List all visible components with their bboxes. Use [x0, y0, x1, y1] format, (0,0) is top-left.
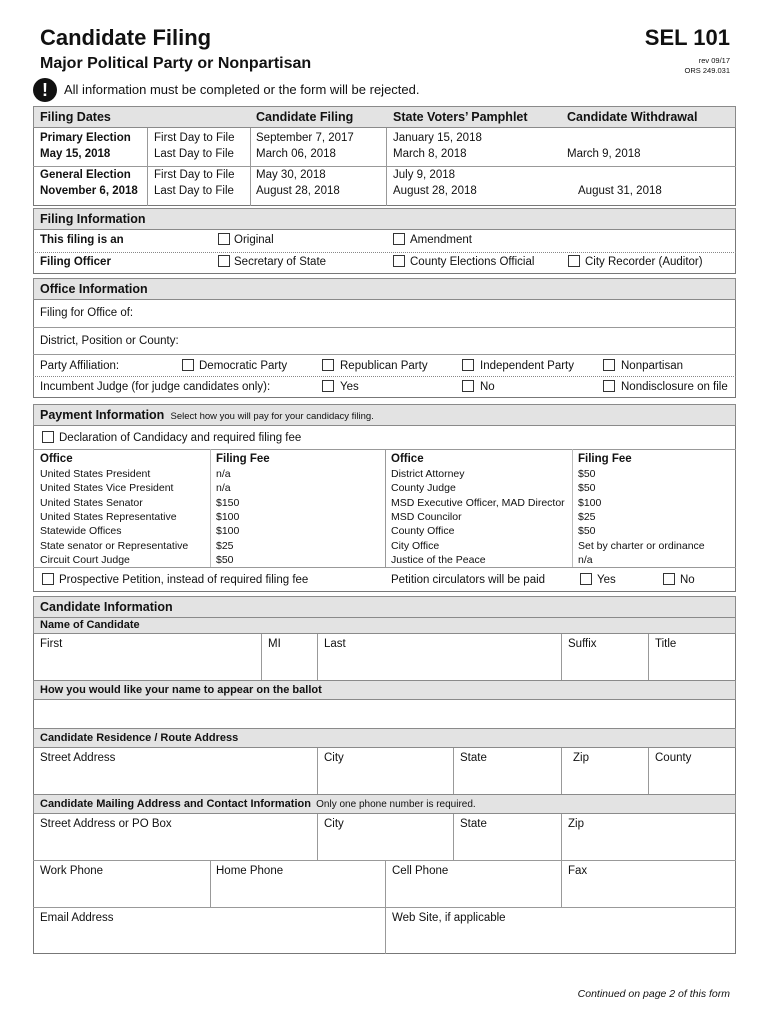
form-title: Candidate Filing [40, 25, 212, 50]
fee-amount: $100 [216, 525, 240, 538]
fee-amount: n/a [578, 553, 593, 566]
circulators-no-checkbox[interactable] [663, 573, 675, 585]
declaration-label: Declaration of Candidacy and required filing fee [59, 432, 302, 444]
republican-label: Republican Party [340, 360, 428, 372]
original-label: Original [234, 234, 274, 246]
cell-phone-input[interactable] [387, 879, 557, 905]
last-name-input[interactable] [320, 652, 558, 678]
circulators-no-label: No [680, 574, 695, 586]
nonpartisan-label: Nonpartisan [621, 360, 684, 372]
primary-election-date: May 15, 2018 [40, 148, 111, 160]
fee-office: MSD Councilor [391, 510, 462, 523]
voters-pamphlet-header: State Voters’ Pamphlet [393, 110, 528, 124]
name-header: Name of Candidate [40, 619, 140, 631]
fee-office: County Office [391, 525, 455, 538]
last-day-label: Last Day to File [154, 148, 234, 160]
mailing-state-label: State [460, 818, 487, 830]
amendment-checkbox[interactable] [393, 233, 405, 245]
primary-cand-last: March 06, 2018 [256, 148, 336, 160]
left-fee-col: Filing Fee [216, 453, 270, 465]
prospective-petition-label: Prospective Petition, instead of required filing fee [59, 574, 309, 586]
nondisclosure-checkbox[interactable] [603, 380, 615, 392]
fee-office: United States Representative [40, 510, 177, 523]
general-withdrawal: August 31, 2018 [578, 185, 662, 197]
declaration-checkbox[interactable] [42, 431, 54, 443]
residence-zip-label: Zip [573, 752, 589, 764]
fee-amount: $50 [578, 468, 596, 480]
website-input[interactable] [387, 926, 732, 952]
work-phone-label: Work Phone [40, 865, 104, 877]
withdrawal-header: Candidate Withdrawal [567, 110, 698, 124]
fee-office: Justice of the Peace [391, 553, 486, 566]
payment-header-line [40, 408, 374, 422]
ballot-header: How you would like your name to appear on the ballot [40, 684, 322, 696]
filing-officer-label: Filing Officer [40, 256, 111, 268]
mailing-header-line [40, 798, 476, 810]
fee-office: District Attorney [391, 468, 465, 480]
email-label: Email Address [40, 912, 114, 924]
county-official-label: County Elections Official [410, 256, 535, 268]
filing-info-header: Filing Information [40, 212, 146, 226]
nondisclosure-label: Nondisclosure on file [621, 381, 728, 393]
form-id: SEL 101 [644, 25, 730, 50]
last-name-label: Last [324, 638, 346, 650]
primary-withdrawal: March 9, 2018 [567, 148, 641, 160]
revision: rev 09/17 [698, 56, 730, 65]
fee-amount: $50 [578, 525, 596, 538]
independent-label: Independent Party [480, 360, 574, 372]
mailing-city-input[interactable] [320, 832, 450, 858]
independent-checkbox[interactable] [462, 359, 474, 371]
primary-vp-last: March 8, 2018 [393, 148, 467, 160]
secretary-label: Secretary of State [234, 256, 327, 268]
nonpartisan-checkbox[interactable] [603, 359, 615, 371]
residence-street-input[interactable] [36, 766, 314, 792]
fee-amount: Set by charter or ordinance [578, 539, 705, 552]
mailing-header: Candidate Mailing Address and Contact Information [40, 798, 311, 810]
middle-initial-input[interactable] [263, 652, 313, 678]
ballot-name-input[interactable] [36, 702, 732, 726]
fax-input[interactable] [563, 879, 733, 905]
fax-label: Fax [568, 865, 588, 877]
county-official-checkbox[interactable] [393, 255, 405, 267]
incumbent-no-checkbox[interactable] [462, 380, 474, 392]
mailing-city-label: City [324, 818, 344, 830]
middle-initial-label: MI [268, 638, 281, 650]
candidate-filing-header: Candidate Filing [256, 110, 354, 124]
fee-office: United States Senator [40, 496, 143, 509]
warning-text: All information must be completed or the form will be rejected. [64, 82, 420, 97]
cell-phone-label: Cell Phone [392, 865, 449, 877]
this-filing-label: This filing is an [40, 234, 124, 246]
residence-header: Candidate Residence / Route Address [40, 732, 239, 744]
work-phone-input[interactable] [36, 879, 206, 905]
residence-street-label: Street Address [40, 752, 116, 764]
district-input[interactable] [185, 330, 730, 352]
payment-note: Select how you will pay for your candidacy filing. [170, 411, 374, 422]
residence-city-input[interactable] [320, 766, 450, 792]
mailing-zip-label: Zip [568, 818, 584, 830]
mailing-street-label: Street Address or PO Box [40, 818, 172, 830]
residence-state-label: State [460, 752, 487, 764]
fee-amount: $100 [578, 496, 602, 509]
title-label: Title [655, 638, 677, 650]
mailing-zip-input[interactable] [563, 832, 733, 858]
mailing-note: Only one phone number is required. [316, 799, 476, 810]
general-cand-last: August 28, 2018 [256, 185, 340, 197]
email-input[interactable] [36, 926, 381, 952]
general-election-label: General Election [40, 169, 131, 181]
incumbent-yes-checkbox[interactable] [322, 380, 334, 392]
first-name-input[interactable] [36, 652, 256, 678]
fee-amount: n/a [216, 468, 231, 480]
payment-header: Payment Information [40, 408, 165, 422]
fee-office: United States Vice President [40, 482, 174, 495]
primary-vp-first: January 15, 2018 [393, 132, 482, 144]
fee-office: City Office [391, 539, 440, 552]
city-recorder-checkbox[interactable] [568, 255, 580, 267]
circulators-label: Petition circulators will be paid [391, 574, 546, 586]
continued-note: Continued on page 2 of this form [577, 988, 730, 1000]
fee-office: State senator or Representative [40, 539, 189, 552]
suffix-input[interactable] [563, 652, 645, 678]
first-day-label: First Day to File [154, 132, 235, 144]
residence-county-label: County [655, 752, 692, 764]
incumbent-no-label: No [480, 381, 495, 393]
residence-county-input[interactable] [650, 766, 732, 792]
mailing-street-input[interactable] [36, 832, 314, 858]
first-day-label: First Day to File [154, 169, 235, 181]
first-name-label: First [40, 638, 63, 650]
amendment-label: Amendment [410, 234, 473, 246]
home-phone-input[interactable] [212, 879, 382, 905]
title-input[interactable] [650, 652, 732, 678]
fee-office: MSD Executive Officer, MAD Director [391, 496, 565, 509]
circulators-yes-checkbox[interactable] [580, 573, 592, 585]
candidate-header: Candidate Information [40, 600, 173, 614]
fee-office: County Judge [391, 482, 456, 495]
right-fee-col: Filing Fee [578, 453, 632, 465]
website-label: Web Site, if applicable [392, 912, 506, 924]
suffix-label: Suffix [568, 638, 597, 650]
form-subtitle: Major Political Party or Nonpartisan [40, 55, 312, 72]
fee-amount: $25 [578, 510, 596, 523]
general-cand-first: May 30, 2018 [256, 169, 326, 181]
fee-office: Statewide Offices [40, 525, 122, 538]
general-election-date: November 6, 2018 [40, 185, 138, 197]
republican-checkbox[interactable] [322, 359, 334, 371]
democratic-checkbox[interactable] [182, 359, 194, 371]
fee-amount: $25 [216, 539, 234, 552]
home-phone-label: Home Phone [216, 865, 284, 877]
fee-office: United States President [40, 468, 151, 480]
left-office-col: Office [40, 453, 73, 465]
ors-reference: ORS 249.031 [684, 66, 730, 75]
last-day-label: Last Day to File [154, 185, 234, 197]
right-office-col: Office [391, 453, 424, 465]
general-vp-first: July 9, 2018 [393, 169, 456, 181]
filing-for-label: Filing for Office of: [40, 307, 134, 319]
incumbent-yes-label: Yes [340, 381, 359, 393]
filing-dates-header: Filing Dates [40, 110, 111, 124]
fee-amount: $150 [216, 496, 240, 509]
original-checkbox[interactable] [218, 233, 230, 245]
primary-election-label: Primary Election [40, 132, 131, 144]
office-info-header: Office Information [40, 282, 148, 296]
filing-for-input[interactable] [140, 302, 730, 324]
fee-office: Circuit Court Judge [40, 553, 130, 566]
primary-cand-first: September 7, 2017 [256, 132, 354, 144]
secretary-checkbox[interactable] [218, 255, 230, 267]
circulators-yes-label: Yes [597, 574, 616, 586]
fee-amount: $100 [216, 510, 240, 523]
democratic-label: Democratic Party [199, 360, 288, 372]
residence-state-input[interactable] [455, 766, 557, 792]
fee-amount: n/a [216, 482, 231, 495]
mailing-state-input[interactable] [455, 832, 557, 858]
party-affiliation-label: Party Affiliation: [40, 360, 120, 372]
fee-amount: $50 [216, 553, 234, 566]
fee-amount: $50 [578, 482, 596, 495]
prospective-petition-checkbox[interactable] [42, 573, 54, 585]
residence-city-label: City [324, 752, 344, 764]
incumbent-judge-label: Incumbent Judge (for judge candidates only): [40, 381, 271, 393]
general-vp-last: August 28, 2018 [393, 185, 477, 197]
city-recorder-label: City Recorder (Auditor) [585, 256, 703, 268]
residence-zip-input[interactable] [563, 766, 645, 792]
warning-icon: ! [33, 78, 57, 102]
district-label: District, Position or County: [40, 335, 179, 347]
